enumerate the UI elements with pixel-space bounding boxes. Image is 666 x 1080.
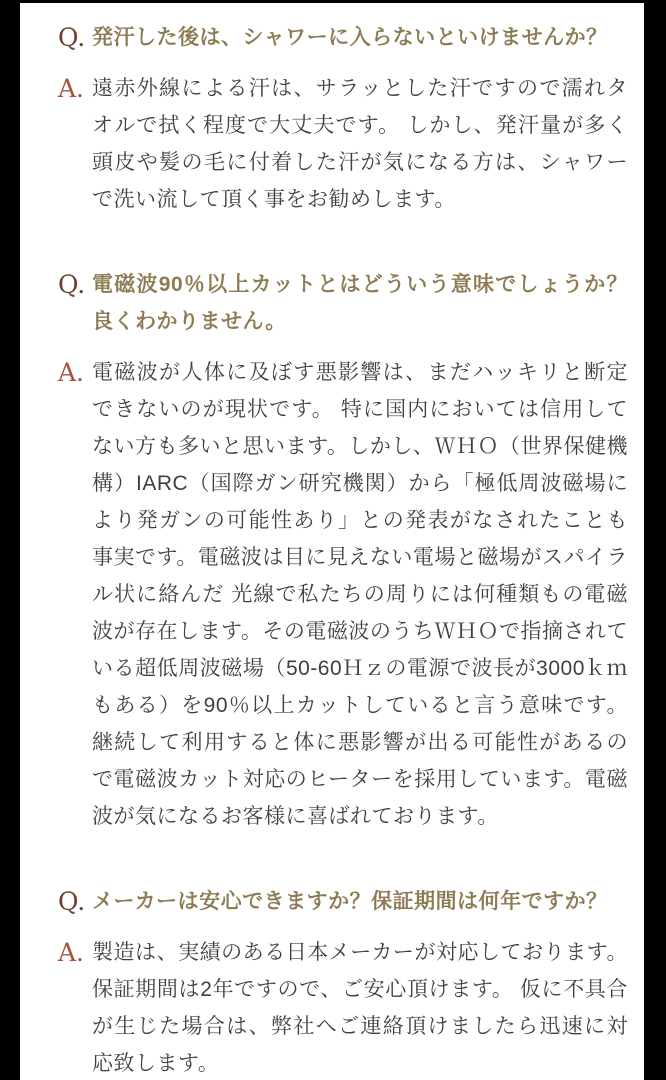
right-black-bar: [644, 0, 666, 1080]
question-row: [58, 266, 628, 340]
a-marker: A.: [58, 74, 85, 103]
question-text: 電磁波90％以上カットとはどういう意味でしょうか？良くわかりません。: [92, 273, 628, 333]
a-marker: A.: [58, 938, 85, 967]
question-text: メーカーは安心できますか？保証期間は何年ですか？: [92, 890, 608, 913]
a-marker: A.: [58, 358, 85, 387]
answer-row: [58, 354, 628, 835]
question-row: [58, 19, 628, 56]
question-text: 発汗した後は、シャワーに入らないといけませんか？: [92, 26, 608, 49]
q-marker: Q.: [58, 23, 86, 52]
q-marker: Q.: [58, 270, 86, 299]
answer-text: 遠赤外線による汗は、サラッとした汗ですので濡れタオルで拭く程度で大丈夫です。 しかし、発汗量が多く頭皮や髪の毛に付着した汗が気になる方は、シャワーで洗い流して頂く事をお勧めします。: [92, 77, 628, 211]
faq-section: [20, 3, 644, 1080]
answer-text: 製造は、実績のある日本メーカーが対応しております。 保証期間は2年ですので、ご安心頂けます。 仮に不具合が生じた場合は、弊社へご連絡頂けましたら迅速に対応致します。: [92, 941, 628, 1075]
left-black-bar: [0, 0, 20, 1080]
q-marker: Q.: [58, 887, 86, 916]
answer-text: 電磁波が人体に及ぼす悪影響は、まだハッキリと断定できないのが現状です。 特に国内においては信用してない方も多いと思います。しかし、ＷＨＯ（世界保健機構）IARC（国際ガン研究機関）から「極低周波磁場により発ガンの可能性あり」との発表がなされたことも事実です。電磁波は目に見えない電場と磁場がスパイラル状に絡んだ 光線で私たちの周りには何種類もの電磁波が存在します。その電磁波のうちＷＨＯで指摘されている超低周波磁場（50-60Ｈｚの電源で波長が3000ｋｍもある）を90％以上カットしていると言う意味です。継続して利用すると体に悪影響が出る可能性があるので電磁波カット対応のヒーターを採用しています。電磁波が気になるお客様に喜ばれております。: [92, 361, 628, 828]
faq-item-shower: [58, 19, 628, 218]
faq-item-maker-warranty: [58, 883, 628, 1080]
answer-row: [58, 934, 628, 1080]
faq-item-emf-cut: [58, 266, 628, 835]
answer-row: [58, 70, 628, 218]
question-row: [58, 883, 628, 920]
